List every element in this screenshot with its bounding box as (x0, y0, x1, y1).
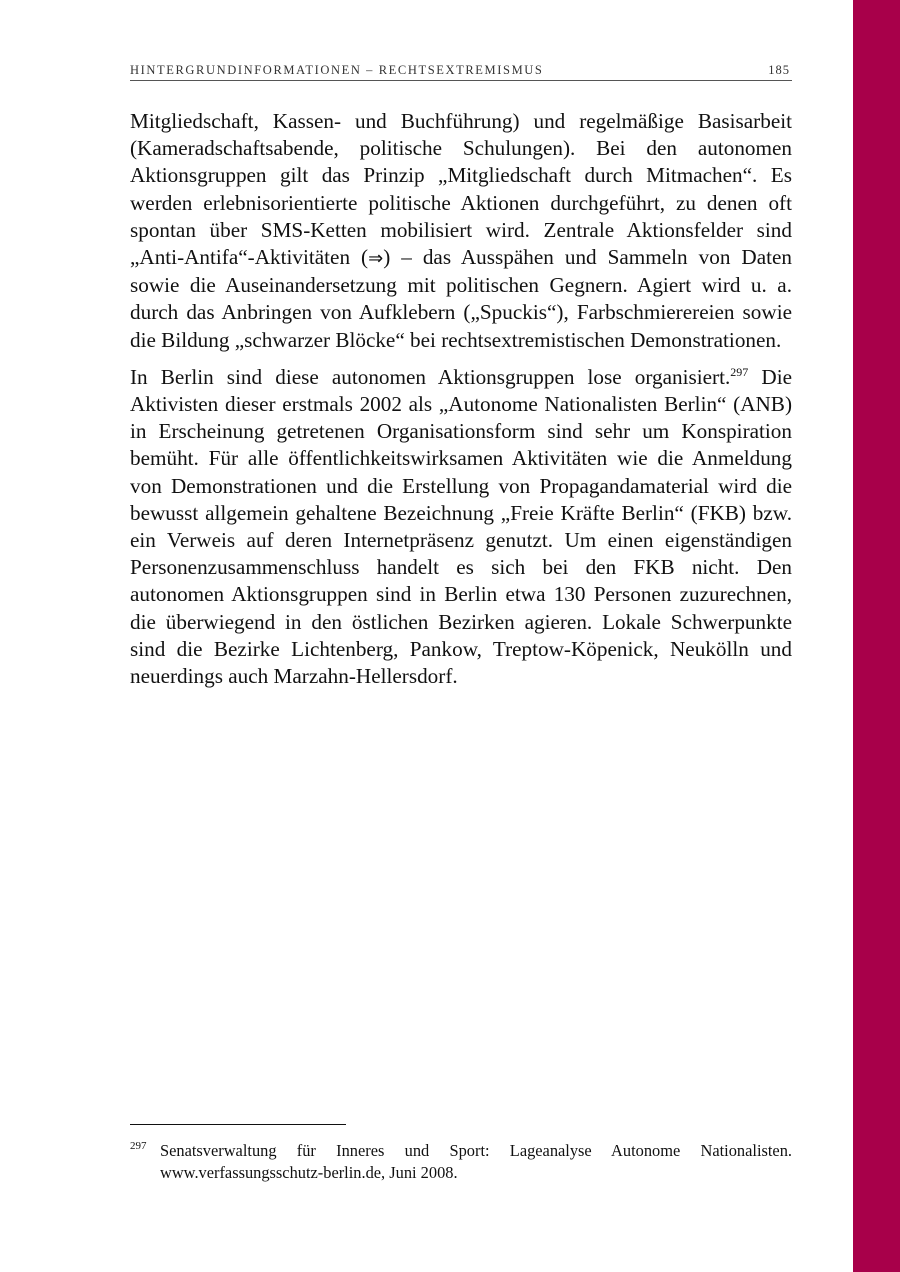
paragraph-1 (130, 108, 792, 354)
page-number: 185 (768, 63, 790, 77)
body-text (130, 108, 792, 700)
arrow-reference-icon: ⇒ (368, 248, 384, 270)
footnote-line-1: Senatsverwaltung für Inneres und Sport: Lageanalyse Autonome Nationalisten. (160, 1141, 792, 1160)
paragraph-1-rest: ) – das Ausspähen und Sammeln von Daten sowie die Auseinandersetzung mit politischen Gegnern. Agiert wird u. a. durch das Anbringen von Aufklebern („Spuckis“), Farbschmierereien sowie die Bildung „schwarzer Blöcke“ bei rechtsextremistischen Demonstrationen. (130, 245, 793, 352)
paragraph-2 (130, 364, 792, 690)
running-title: HINTERGRUNDINFORMATIONEN – RECHTSEXTREMISMUS (130, 63, 544, 77)
footnote (130, 1140, 792, 1184)
footnote-line-2[interactable]: www.verfassungsschutz-berlin.de, Juni 2008. (160, 1163, 458, 1182)
paragraph-1-text: Mitgliedschaft, Kassen- und Buchführung) und regelmäßige Basisarbeit (Kameradschaftsabende, politische Schulungen). Bei den autonomen Aktionsgruppen gilt das Prinzip „Mitgliedschaft durch Mitmachen“. Es werden erlebnisorientierte politische Aktionen durchgeführt, zu denen oft spontan über SMS-Ketten mobilisiert wird. Zentrale Aktionsfelder sind „Anti-Antifa“-Aktivitäten ( (130, 109, 792, 270)
footnote-text (160, 1140, 792, 1184)
side-color-bar (853, 0, 900, 1272)
running-header (130, 62, 792, 81)
paragraph-2-start: In Berlin sind diese autonomen Aktionsgruppen lose organisiert. (130, 364, 731, 389)
footnote-number: 297 (130, 1140, 147, 1152)
footnote-divider (130, 1124, 346, 1125)
paragraph-2-rest: Die Aktivisten dieser erstmals 2002 als „Autonome Nationalisten Berlin“ (ANB) in Erscheinung getretenen Organisationsform sind sehr um Konspiration bemüht. Für alle öffentlichkeitswirksamen Aktivitäten wie die Anmeldung von Demonstrationen und die Erstellung von Propagandamaterial wird die bewusst allgemein gehaltene Bezeichnung „Freie Kräfte Berlin“ (FKB) bzw. ein Verweis auf deren Internetpräsenz genutzt. Um einen eigenständigen Personenzusammenschluss handelt es sich bei den FKB nicht. Den autonomen Aktionsgruppen sind in Berlin etwa 130 Personen zuzurechnen, die überwiegend in den östlichen Bezirken agieren. Lokale Schwerpunkte sind die Bezirke Lichtenberg, Pankow, Treptow-Köpenick, Neukölln und neuerdings auch Marzahn-Hellersdorf. (130, 364, 792, 689)
footnote-reference[interactable]: 297 (730, 364, 749, 379)
